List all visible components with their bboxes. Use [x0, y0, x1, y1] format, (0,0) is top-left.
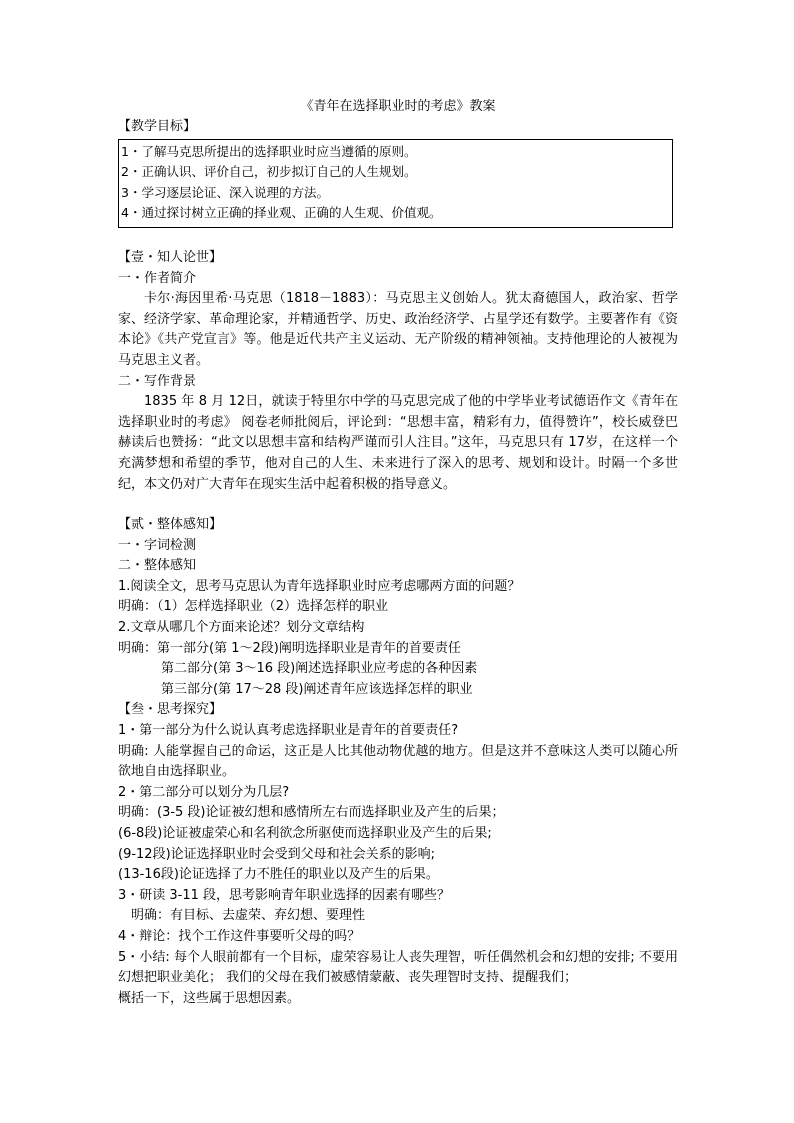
answer-1: 明确：（1）怎样选择职业（2）选择怎样的职业	[118, 599, 389, 615]
author-intro-paragraph: 卡尔·海因里希·马克思（1818－1883）：马克思主义创始人。犹太裔德国人，政治家、哲学家、经济学家、革命理论家，并精通哲学、历史、政治经济学、占星学还有数学。主要著作有《资本论》《共产党宣言》等。他是近代共产主义运动、无产阶级的精神领袖。支持他理论的人被视为马克思主义者。	[118, 291, 678, 368]
debate-question: 4・辩论：找个工作这件事要听父母的吗？	[118, 928, 361, 944]
answer-2-part-2: 第二部分(第 3～16 段)阐述选择职业应考虑的各种因素	[161, 661, 478, 677]
inquiry-answer-2-line-3: (9-12段)论证选择职业时会受到父母和社会关系的影响;	[118, 846, 436, 862]
section2-heading: 【贰・整体感知】	[118, 517, 223, 533]
author-intro-heading: 一・作者简介	[118, 270, 197, 286]
answer-2-part-3: 第三部分(第 17～28 段)阐述青年应该选择怎样的职业	[161, 681, 473, 697]
vocab-check-heading: 一・字词检测	[118, 537, 197, 553]
inquiry-question-3: 3・研读 3-11 段，思考影响青年职业选择的因素有哪些？	[118, 887, 451, 903]
lesson-plan-content	[118, 97, 678, 1009]
background-heading: 二・写作背景	[118, 373, 197, 389]
goal-item: 2・正确认识、评价自己，初步拟订自己的人生规划。	[121, 164, 417, 180]
goal-item: 1・了解马克思所提出的选择职业时应当遵循的原则。	[121, 143, 417, 159]
goal-item: 3・学习逐层论证、深入说理的方法。	[121, 184, 329, 200]
inquiry-answer-2-line-4: (13-16段)论证选择了力不胜任的职业以及产生的后果。	[118, 867, 439, 883]
overall-perception-heading: 二・整体感知	[118, 558, 197, 574]
inquiry-answer-3: 明确：有目标、去虚荣、弃幻想、要理性	[131, 908, 366, 924]
spacer	[118, 228, 678, 248]
inquiry-answer-2-line-1: 明确：(3-5 段)论证被幻想和感情所左右而选择职业及产生的后果；	[118, 805, 505, 821]
goal-item: 4・通过探讨树立正确的择业观、正确的人生观、价值观。	[121, 205, 442, 221]
summary-conclusion: 概括一下，这些属于思想因素。	[118, 990, 301, 1006]
background-paragraph: 1835 年 8 月 12日，就读于特里尔中学的马克思完成了他的中学毕业考试德语作文《青年在选择职业时的考虑》 阅卷老师批阅后，评论到：“思想丰富，精彩有力，值得赞许”，校长威登巴赫读后也赞扬：“此文以思想丰富和结构严谨而引人注目。”这年，马克思只有 17岁，在这样一个充满梦想和希望的季节，他对自己的人生、未来进行了深入的思考、规划和设计。时隔一个多世纪，本文仍对广大青年在现实生活中起着积极的指导意义。	[118, 394, 678, 492]
answer-2-part-1: 明确：第一部分(第 1～2段)阐明选择职业是青年的首要责任	[118, 640, 461, 656]
section3-heading: 【叁・思考探究】	[118, 702, 223, 718]
question-2: 2.文章从哪几个方面来论述？划分文章结构	[118, 620, 365, 636]
spacer	[118, 495, 678, 515]
goals-heading: 【教学目标】	[118, 119, 197, 134]
inquiry-answer-1: 明确: 人能掌握自己的命运，这正是人比其他动物优越的地方。但是这并不意味这人类可以随心所欲地自由选择职业。	[118, 743, 678, 780]
inquiry-question-1: 1・第一部分为什么说认真考虑选择职业是青年的首要责任?	[118, 723, 459, 739]
inquiry-answer-2-line-2: (6-8段)论证被虚荣心和名利欲念所驱使而选择职业及产生的后果;	[118, 826, 492, 841]
document-title: 《青年在选择职业时的考虑》教案	[300, 99, 496, 114]
summary-paragraph: 5・小结: 每个人眼前都有一个目标，虚荣容易让人丧失理智，听任偶然机会和幻想的安排; 不要用幻想把职业美化； 我们的父母在我们被感情蒙蔽、丧失理智时支持、提醒我们；	[118, 949, 678, 986]
inquiry-question-2: 2・第二部分可以划分为几层?	[118, 784, 290, 800]
question-1: 1.阅读全文，思考马克思认为青年选择职业时应考虑哪两方面的问题？	[118, 578, 521, 594]
section1-heading: 【壹・知人论世】	[118, 249, 223, 265]
goals-box	[118, 139, 673, 228]
